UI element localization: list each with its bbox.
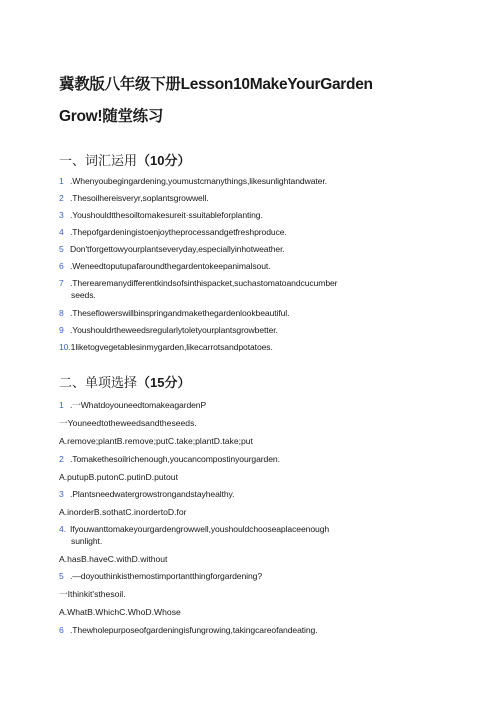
item-text: .Youshouldrtheweedsregularlytoletyourplantsgrowbetter. [70, 325, 278, 335]
item-number: 8 [59, 308, 64, 318]
item-text: .Thesoilhereisveryr,soplantsgrowwell. [70, 193, 209, 203]
vocab-item-8 [59, 307, 469, 319]
section1-heading [59, 150, 190, 169]
item-number: 2 [59, 193, 64, 203]
mc-question-5 [59, 570, 469, 582]
mc-question-1 [59, 399, 469, 411]
mc-question-1-dialog: 一Youneedtotheweedsandtheseeds. [59, 418, 197, 428]
section2-heading [59, 372, 190, 391]
section1-heading-text: 一、词汇运用 [59, 153, 138, 168]
document-title-line2: Grow!随堂练习 [59, 108, 164, 125]
mc-question-3 [59, 488, 469, 500]
document-title-line1: 冀教版八年级下册Lesson10MakeYourGarden [59, 76, 373, 93]
section1-score: （10分） [137, 153, 191, 168]
item-text: .Whenyoubegingardening,youmustcmanythings,likesunlightandwater. [70, 176, 327, 186]
question-number: 5 [59, 571, 64, 581]
question-stem: .—doyouthinkisthemostimportantthingforgardening? [70, 571, 263, 581]
item-text: .Weneedtoputupafaroundthegardentokeepanimalsout. [70, 261, 271, 271]
question-number: 1 [59, 400, 64, 410]
mc-question-5-dialog: 一Ithinkit'sthesoil. [59, 589, 126, 599]
question-number: 6 [59, 625, 64, 635]
item-text-continued: seeds. [71, 290, 96, 300]
vocab-item-5 [59, 243, 469, 255]
item-text: .Thepofgardeningistoenjoytheprocessandgetfreshproduce. [70, 227, 287, 237]
mc-question-4 [59, 523, 469, 547]
item-number: 9 [59, 325, 64, 335]
question-number: 2 [59, 454, 64, 464]
vocab-item-1 [59, 175, 469, 187]
question-number: 4. [59, 524, 66, 534]
section2-heading-text: 二、单项选择 [59, 375, 138, 390]
mc-question-2 [59, 453, 469, 465]
question-stem: .Thewholepurposeofgardeningisfungrowing,takingcareofandeating. [70, 625, 318, 635]
vocab-item-10 [59, 341, 469, 353]
vocab-item-9 [59, 324, 469, 336]
item-number: 1 [59, 176, 64, 186]
question-stem: Ifyouwanttomakeyourgardengrowwell,youshouldchooseaplaceenough [70, 524, 330, 534]
question-number: 3 [59, 489, 64, 499]
question-stem: .Tomakethesoilrichenough,youcancompostinyourgarden. [70, 454, 280, 464]
item-text: .Youshouldtthesoiltomakesureit·ssuitableforplanting. [70, 210, 263, 220]
item-number: 7 [59, 278, 64, 288]
question-stem: .Plantsneedwatergrowstrongandstayhealthy. [70, 489, 235, 499]
vocab-item-2 [59, 192, 469, 204]
vocab-item-7 [59, 277, 469, 301]
item-text: 1liketogvegetablesinmygarden,likecarrotsandpotatoes. [70, 342, 273, 352]
mc-question-4-options: A.hasB.haveC.withD.without [59, 554, 168, 564]
question-stem-continued: sunlight. [71, 536, 103, 546]
vocab-item-4 [59, 226, 469, 238]
item-number: 6 [59, 261, 64, 271]
item-number: 4 [59, 227, 64, 237]
item-number: 10. [59, 342, 71, 352]
item-text: .Therearemanydifferentkindsofsinthispacket,suchastomatoandcucumber [70, 278, 338, 288]
mc-question-6 [59, 624, 469, 636]
mc-question-5-options: A.WhatB.WhichC.WhoD.Whose [59, 607, 181, 617]
mc-question-2-options: A.putupB.putonC.putinD.putout [59, 472, 178, 482]
vocab-item-3 [59, 209, 469, 221]
mc-question-1-options: A.remove;plantB.remove;putC.take;plantD.take;put [59, 436, 253, 446]
question-stem: .一WhatdoyouneedtomakeagardenP [70, 400, 207, 410]
item-text: .Theseflowerswillbinspringandmakethegardenlookbeautiful. [70, 308, 290, 318]
vocab-item-6 [59, 260, 469, 272]
item-number: 5 [59, 244, 64, 254]
item-text: Don'tforgettowyourplantseveryday,especiallyinhotweather. [70, 244, 285, 254]
mc-question-3-options: A.inorderB.sothatC.inordertoD.for [59, 507, 187, 517]
item-number: 3 [59, 210, 64, 220]
section2-score: （15分） [137, 375, 191, 390]
